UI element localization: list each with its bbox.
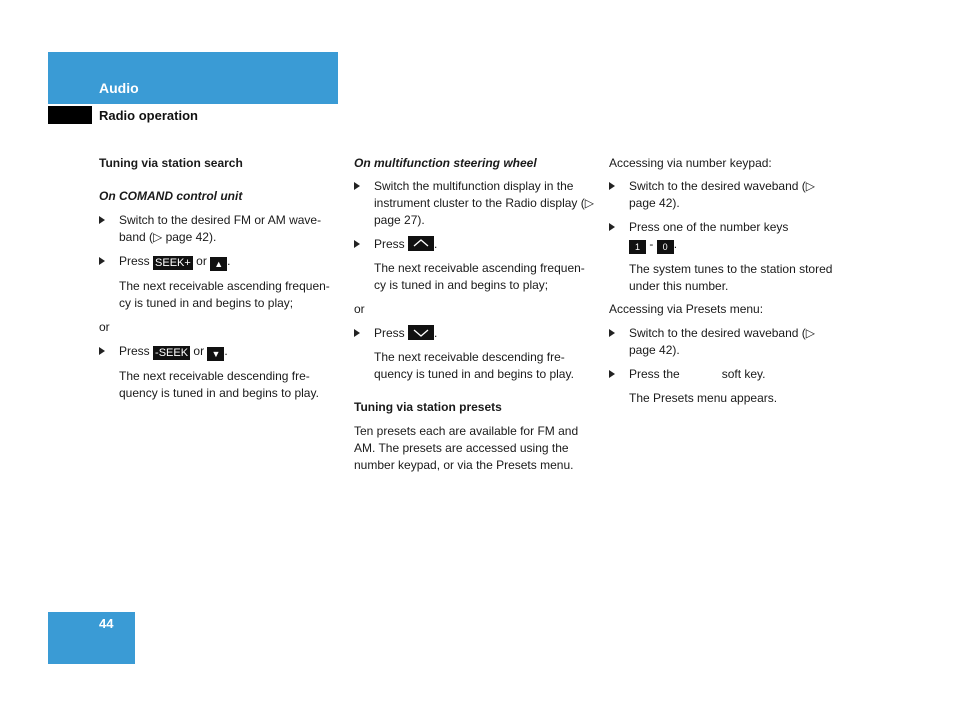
bullet-arrow-icon <box>99 347 105 355</box>
bullet-arrow-icon <box>609 370 615 378</box>
step-switch-display: Switch the multifunction display in the instrument cluster to the Radio display (▷ page 27). <box>354 178 596 229</box>
arrow-up-key-icon: ▲ <box>210 257 227 271</box>
result-tunes-stored: The system tunes to the station stored under this number. <box>629 262 833 293</box>
step-switch-waveband: Switch to the desired FM or AM wave-band (▷ page 42). <box>99 212 341 246</box>
bullet-arrow-icon <box>99 257 105 265</box>
bullet-arrow-icon <box>609 329 615 337</box>
wheel-up-key-icon <box>408 236 434 251</box>
page-number: 44 <box>99 616 114 631</box>
heading-station-presets: Tuning via station presets <box>354 400 502 414</box>
bullet-arrow-icon <box>609 223 615 231</box>
intro-presets-menu: Accessing via Presets menu: <box>609 302 764 316</box>
step-press-number-key: Press one of the number keys 1 - 0 . <box>609 219 849 254</box>
column-2 <box>354 155 594 474</box>
step-press-seek-up: Press SEEK+ or ▲ . <box>99 253 339 271</box>
subsection-title: Radio operation <box>99 108 198 123</box>
bullet-arrow-icon <box>354 329 360 337</box>
result-presets-menu: The Presets menu appears. <box>629 391 778 405</box>
bullet-arrow-icon <box>609 182 615 190</box>
number-key-0-icon: 0 <box>657 240 674 254</box>
number-key-1-icon: 1 <box>629 240 646 254</box>
step-press-softkey: Press the soft key. <box>609 366 849 383</box>
bullet-arrow-icon <box>99 216 105 224</box>
result-ascending: The next receivable ascending frequen-cy is tuned in and begins to play; <box>119 279 330 310</box>
subheading-steering-wheel: On multifunction steering wheel <box>354 156 537 170</box>
column-3 <box>609 155 849 407</box>
step-press-wheel-down: Press . <box>354 325 594 342</box>
column-1 <box>99 155 339 402</box>
bullet-arrow-icon <box>354 182 360 190</box>
step-switch-waveband-2: Switch to the desired waveband (▷ page 42). <box>609 325 819 359</box>
section-tab-marker <box>48 106 92 124</box>
bullet-arrow-icon <box>354 240 360 248</box>
step-press-wheel-up: Press . <box>354 236 594 253</box>
seek-up-key: SEEK+ <box>155 257 191 269</box>
presets-paragraph: Ten presets each are available for FM and AM. The presets are accessed using the number keypad, or via the Presets menu. <box>354 424 579 472</box>
wheel-down-key-icon <box>408 325 434 340</box>
section-title: Audio <box>99 80 139 96</box>
result-descending: The next receivable descending fre-quency is tuned in and begins to play. <box>119 369 319 400</box>
arrow-down-key-icon: ▼ <box>207 347 224 361</box>
heading-station-search: Tuning via station search <box>99 156 243 170</box>
subheading-comand: On COMAND control unit <box>99 189 243 203</box>
step-press-seek-down: Press -SEEK or ▼ . <box>99 343 339 361</box>
seek-down-key: -SEEK <box>155 347 189 359</box>
result-descending: The next receivable descending fre-quency is tuned in and begins to play. <box>374 350 574 381</box>
or-text: or <box>354 302 365 316</box>
result-ascending: The next receivable ascending frequen-cy is tuned in and begins to play; <box>374 261 585 292</box>
intro-number-keypad: Accessing via number keypad: <box>609 156 772 170</box>
header-block <box>48 52 338 104</box>
or-text: or <box>99 320 110 334</box>
page-number-box <box>48 612 135 664</box>
step-switch-waveband: Switch to the desired waveband (▷ page 42). <box>609 178 819 212</box>
